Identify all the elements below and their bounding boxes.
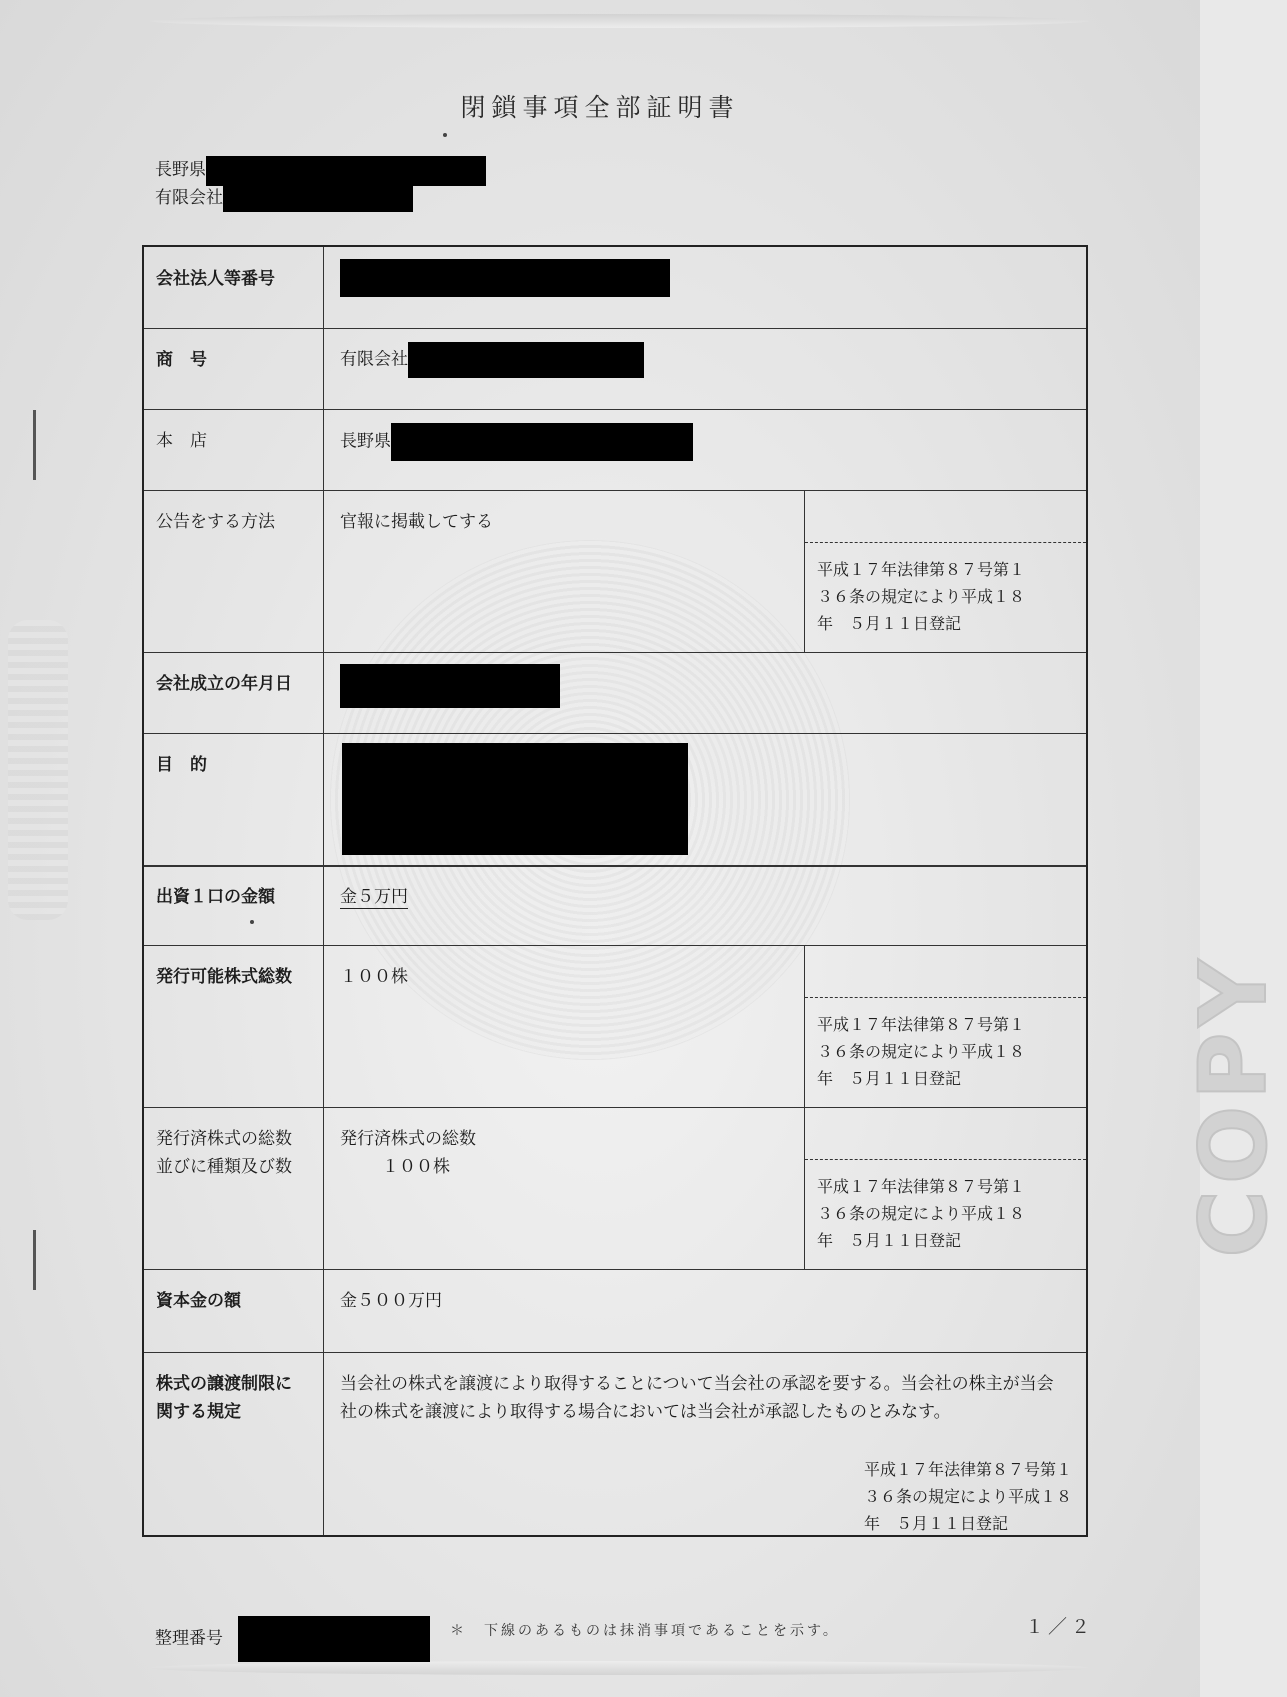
row-notice-method (144, 490, 1086, 653)
row-label: 目 的 (144, 733, 324, 865)
row-authorized-shares (144, 945, 1086, 1108)
header-address: 長野県 (155, 155, 486, 186)
redaction-block (342, 743, 688, 855)
redaction-block (340, 664, 560, 708)
row-label: 出資１口の金額 (144, 865, 324, 945)
row-label: 商 号 (144, 328, 324, 409)
row-value: 金５００万円 (340, 1291, 442, 1311)
redaction-block (408, 342, 644, 378)
scan-edge-bottom (150, 1661, 1090, 1675)
row-value: 官報に掲載してする (340, 512, 493, 532)
redaction-block (238, 1616, 430, 1662)
page-number: １／２ (1025, 1616, 1095, 1638)
row-label: 発行済株式の総数 並びに種類及び数 (144, 1107, 324, 1269)
row-label: 会社成立の年月日 (144, 652, 324, 733)
row-unit-contribution (144, 865, 1086, 946)
row-issued-shares (144, 1107, 1086, 1270)
row-value: 発行済株式の総数 １００株 (340, 1129, 476, 1177)
footnote: ＊ 下線のあるものは抹消事項であることを示す。 (450, 1623, 840, 1639)
row-value: 有限会社 (340, 342, 644, 378)
row-label: 公告をする方法 (144, 490, 324, 652)
row-value: 当会社の株式を譲渡により取得することについて当会社の承認を要する。当会社の株主が当会社の株式を譲渡により取得する場合においては当会社が承認したものとみなす。 (340, 1374, 1054, 1422)
row-value: 金５万円 (340, 887, 408, 907)
registry-table (142, 245, 1088, 1537)
row-head-office (144, 409, 1086, 491)
row-value: １００株 (340, 967, 408, 987)
dashed-divider (805, 542, 1086, 543)
registration-note: 平成１７年法律第８７号第１ ３６条の規定により平成１８ 年 ５月１１日登記 (817, 560, 1026, 633)
row-label: 会社法人等番号 (144, 247, 324, 328)
redaction-block (391, 423, 693, 461)
row-corp-number (144, 247, 1086, 329)
redaction-block (340, 259, 670, 297)
registration-note: 平成１７年法律第８７号第１ ３６条の規定により平成１８ 年 ５月１１日登記 (863, 1460, 1072, 1533)
redaction-block (206, 156, 486, 186)
row-label: 本 店 (144, 409, 324, 490)
row-founding-date (144, 652, 1086, 734)
header-company: 有限会社 (155, 183, 413, 212)
speck (443, 133, 447, 137)
row-label: 資本金の額 (144, 1269, 324, 1352)
document-title: 閉鎖事項全部証明書 (460, 93, 740, 122)
row-label: 発行可能株式総数 (144, 945, 324, 1107)
scan-mark (33, 410, 36, 480)
row-purpose (144, 733, 1086, 867)
dashed-divider (805, 1159, 1086, 1160)
reference-number: 整理番号 (155, 1616, 430, 1662)
seal-pattern-left (8, 620, 68, 920)
row-value: 長野県 (340, 423, 693, 461)
row-capital (144, 1269, 1086, 1353)
row-trade-name (144, 328, 1086, 410)
scan-mark (33, 1230, 36, 1290)
dashed-divider (805, 997, 1086, 998)
registration-note: 平成１７年法律第８７号第１ ３６条の規定により平成１８ 年 ５月１１日登記 (817, 1177, 1026, 1250)
row-note-cell (804, 490, 1086, 652)
row-transfer-restriction (144, 1352, 1086, 1535)
row-note-cell (804, 945, 1086, 1107)
row-note-cell (804, 1107, 1086, 1269)
redaction-block (223, 186, 413, 212)
copy-watermark: COPY (1180, 953, 1287, 1258)
registration-note: 平成１７年法律第８７号第１ ３６条の規定により平成１８ 年 ５月１１日登記 (817, 1015, 1026, 1088)
scan-edge-top (150, 14, 1090, 28)
row-label: 株式の譲渡制限に 関する規定 (144, 1352, 324, 1535)
